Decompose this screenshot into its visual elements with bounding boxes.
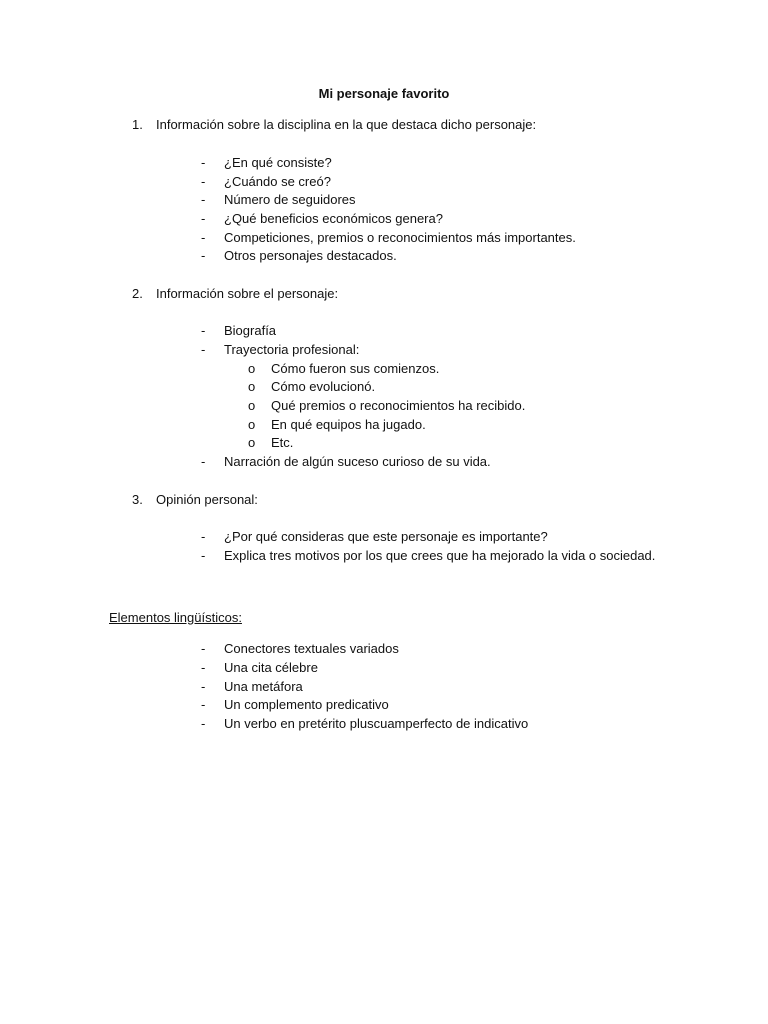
sub-list-item: En qué equipos ha jugado. bbox=[271, 417, 426, 432]
section-2-heading: Información sobre el personaje: bbox=[156, 286, 339, 301]
list-item: Conectores textuales variados bbox=[224, 641, 399, 656]
list-item: ¿Por qué consideras que este personaje es importante? bbox=[224, 529, 548, 544]
list-item: ¿Cuándo se creó? bbox=[224, 174, 331, 189]
bullet-dash: - bbox=[201, 342, 206, 357]
bullet-dash: - bbox=[201, 529, 206, 544]
bullet-dash: - bbox=[201, 248, 206, 263]
bullet-circle: o bbox=[248, 361, 256, 376]
list-item: ¿En qué consiste? bbox=[224, 155, 332, 170]
bullet-dash: - bbox=[201, 660, 206, 675]
bullet-circle: o bbox=[248, 435, 256, 450]
bullet-dash: - bbox=[201, 155, 206, 170]
list-item: Otros personajes destacados. bbox=[224, 248, 397, 263]
list-item: Una cita célebre bbox=[224, 660, 318, 675]
bullet-dash: - bbox=[201, 174, 206, 189]
bullet-dash: - bbox=[201, 548, 206, 563]
bullet-dash: - bbox=[201, 697, 206, 712]
list-item: Un complemento predicativo bbox=[224, 697, 389, 712]
section-1-heading: Información sobre la disciplina en la que destaca dicho personaje: bbox=[156, 117, 537, 132]
list-item: Un verbo en pretérito pluscuamperfecto de indicativo bbox=[224, 716, 529, 731]
bullet-dash: - bbox=[201, 230, 206, 245]
sub-list-item: Etc. bbox=[271, 435, 294, 450]
bullet-circle: o bbox=[248, 398, 256, 413]
bullet-dash: - bbox=[201, 454, 206, 469]
document-title: Mi personaje favorito bbox=[318, 86, 450, 101]
bullet-circle: o bbox=[248, 417, 256, 432]
list-item: Explica tres motivos por los que crees que ha mejorado la vida o sociedad. bbox=[224, 548, 656, 563]
section-3-number: 3. bbox=[132, 492, 143, 507]
list-item: Narración de algún suceso curioso de su vida. bbox=[224, 454, 491, 469]
bullet-circle: o bbox=[248, 379, 256, 394]
list-item: Trayectoria profesional: bbox=[224, 342, 360, 357]
section-2-number: 2. bbox=[132, 286, 143, 301]
bullet-dash: - bbox=[201, 323, 206, 338]
sub-list-item: Cómo evolucionó. bbox=[271, 379, 376, 394]
list-item: Número de seguidores bbox=[224, 192, 356, 207]
linguistic-heading: Elementos lingüísticos: bbox=[109, 610, 242, 625]
sub-list-item: Qué premios o reconocimientos ha recibido. bbox=[271, 398, 526, 413]
sub-list-item: Cómo fueron sus comienzos. bbox=[271, 361, 440, 376]
list-item: ¿Qué beneficios económicos genera? bbox=[224, 211, 443, 226]
list-item: Biografía bbox=[224, 323, 277, 338]
bullet-dash: - bbox=[201, 716, 206, 731]
bullet-dash: - bbox=[201, 192, 206, 207]
bullet-dash: - bbox=[201, 211, 206, 226]
list-item: Competiciones, premios o reconocimientos más importantes. bbox=[224, 230, 576, 245]
section-1-number: 1. bbox=[132, 117, 143, 132]
section-3-heading: Opinión personal: bbox=[156, 492, 258, 507]
bullet-dash: - bbox=[201, 679, 206, 694]
list-item: Una metáfora bbox=[224, 679, 303, 694]
bullet-dash: - bbox=[201, 641, 206, 656]
